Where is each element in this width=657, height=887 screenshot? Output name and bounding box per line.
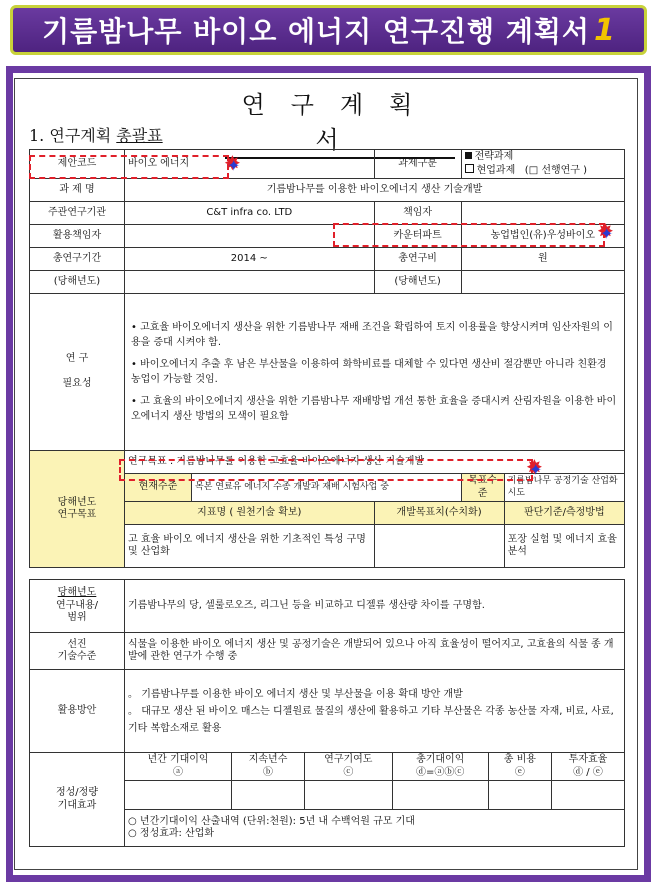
project-name-value: 기름밤나무를 이용한 바이오에너지 생산 기술개발 [125, 179, 625, 202]
year-label-2: (당해년도) [374, 271, 461, 294]
title-banner [10, 5, 647, 55]
period-label: 총연구기간 [30, 248, 125, 271]
category-options: 전략과제 현업과제 (□ 선행연구 ) [461, 150, 624, 179]
lead-org-value: C&T infra co. LTD [125, 202, 375, 225]
col-contribution: 연구기여도 ⓒ [305, 753, 393, 781]
content-value: 기름밤나무의 당, 셀룰로오즈, 리그닌 등을 비교하고 디젤류 생산량 차이를 구명함. [125, 580, 625, 633]
dev-target-label: 개발목표치(수치화) [374, 502, 504, 525]
detail-table [29, 579, 625, 847]
project-name-label: 과 제 명 [30, 179, 125, 202]
advanced-value: 식물을 이용한 바이오 에너지 생산 및 공정기술은 개발되어 있으나 아직 효율성이 떨어지고, 고효율의 식물 종 개발에 관한 연구가 수행 중 [125, 633, 625, 670]
highlight-counterpart [333, 223, 605, 247]
need-item-1: 고효율 바이오에너지 생산을 위한 기름밤나무 재배 조건을 확립하여 토지 이용률을 향상시켜며 임산자원의 이용을 증대 시켜야 함. [131, 321, 613, 348]
indicator-value: 고 효율 바이오 에너지 생산을 위한 기초적인 특성 구명 및 산업화 [125, 525, 375, 568]
lead-org-label: 주관연구기관 [30, 202, 125, 225]
advanced-label: 선진 기술수준 [30, 633, 125, 670]
period-value: 2014 ~ [125, 248, 375, 271]
indicator-label: 지표명 ( 원천기술 확보) [125, 502, 375, 525]
current-level-label: 현재수준 [125, 474, 192, 502]
star-icon: ✸ ✦ [529, 463, 543, 477]
proposal-code-label: 제안코드 [30, 150, 125, 179]
summary-table [29, 149, 625, 568]
col-duration: 지속년수 ⓑ [232, 753, 305, 781]
highlight-proposal-code [29, 155, 229, 179]
col-total-profit: 총기대이익 ⓓ=ⓐⓑⓒ [392, 753, 488, 781]
col-invest-efficiency: 투자효율 ⓓ / ⓔ [551, 753, 624, 781]
need-item-2: 바이오에너지 추출 후 남은 부산물을 이용하여 화학비료를 대체할 수 있다면 생산비 절감뿐만 아니라 친환경 농업이 가능할 것임. [131, 358, 607, 385]
plan-label: 활용방안 [30, 670, 125, 753]
banner-number: 1 [593, 12, 615, 48]
dev-target-value [374, 525, 504, 568]
col-total-cost: 총 비용 ⓔ [488, 753, 551, 781]
cost-label: 총연구비 [374, 248, 461, 271]
current-level-value: 목본 연료유 에너지 수종 개발과 재배 시험사업 중 [192, 474, 462, 502]
criteria-value: 포장 실험 및 에너지 효율 분석 [504, 525, 624, 568]
effect-notes: ○ 년간기대이익 산출내역 (단위:천원): 5년 내 수백억원 규모 기대 ○ 정성효과: 산업화 [125, 810, 625, 847]
category-label: 과제구분 [374, 150, 461, 179]
col-annual-profit: 년간 기대이익 ⓐ [125, 753, 232, 781]
content-label: 당해년도 연구내용/ 범위 [30, 580, 125, 633]
year-label: (당해년도) [30, 271, 125, 294]
document-title: 연구계획서 [225, 85, 455, 159]
criteria-label: 판단기준/측정방법 [504, 502, 624, 525]
plan-list: 。 기름밤나무를 이용한 바이오 에너지 생산 및 부산물을 이용 확대 방안 개발 。 대규모 생산 된 바이오 매스는 디젤원료 물질의 생산에 활용하고 기타 부산물은 각종 농산물 자재, 비료, 사료, 기타 복합소재로 활용 [125, 670, 625, 753]
counterpart-value: 농업법인(유)우성바이오 [461, 225, 624, 248]
proposal-code-value: 바이오 에너지 [125, 150, 375, 179]
goal-value: 연구목표 : 기름밤나무를 이용한 고효율 바이오에너지 생산 기술개발 [125, 451, 625, 474]
research-need-list: • 고효율 바이오에너지 생산을 위한 기름밤나무 재배 조건을 확립하여 토지 이용률을 향상시켜며 임산자원의 이용을 증대 시켜야 함. • 바이오에너지 추출 후 남은 부산물을 이용하여 화학비료를 대체할 수 있다면 생산비 절감뿐만 아니라 친환경 농업이 가능할 것임. • 고 효율의 바이오에너지 생산을 위한 기름밤나무 재배방법 개선 통한 효율을 증대시켜 산림자원을 이용한 바이오에너지 생산 방법의 모색이 필요함 [125, 294, 625, 451]
highlight-goal [119, 459, 533, 481]
target-level-label: 목표수준 [461, 474, 504, 502]
year-value [125, 271, 375, 294]
plan-item-1: 기름밤나무를 이용한 바이오 에너지 생산 및 부산물을 이용 확대 방안 개발 [141, 688, 463, 700]
banner-title: 기름밤나무 바이오 에너지 연구진행 계획서 [42, 15, 590, 48]
responsible-label: 활용책임자 [30, 225, 125, 248]
effect-label: 정성/정량 기대효과 [30, 753, 125, 847]
counterpart-label: 카운터파트 [374, 225, 461, 248]
section-title: 1. 연구계획 총괄표 [29, 126, 163, 145]
plan-item-2: 대규모 생산 된 바이오 매스는 디젤원료 물질의 생산에 활용하고 기타 부산물은 각종 농산물 자재, 비료, 사료, 기타 복합소재로 활용 [128, 705, 614, 734]
manager-label: 책임자 [374, 202, 461, 225]
research-plan-document [14, 78, 638, 870]
star-icon: ✸ ✦ [227, 159, 241, 173]
goal-label: 당해년도 연구목표 [30, 451, 125, 568]
research-need-label: 연 구 필요성 [30, 294, 125, 451]
target-level-value: 기름밤나무 공정기술 산업화 시도 [504, 474, 624, 502]
star-icon: ✸ ✦ [600, 227, 614, 241]
need-item-3: 고 효율의 바이오에너지 생산을 위한 기름밤나무 재배방법 개선 통한 효율을 증대시켜 산림자원을 이용한 바이오에너지 생산 방법의 모색이 필요함 [131, 395, 617, 422]
year-value-2 [461, 271, 624, 294]
cost-value: 원 [461, 248, 624, 271]
